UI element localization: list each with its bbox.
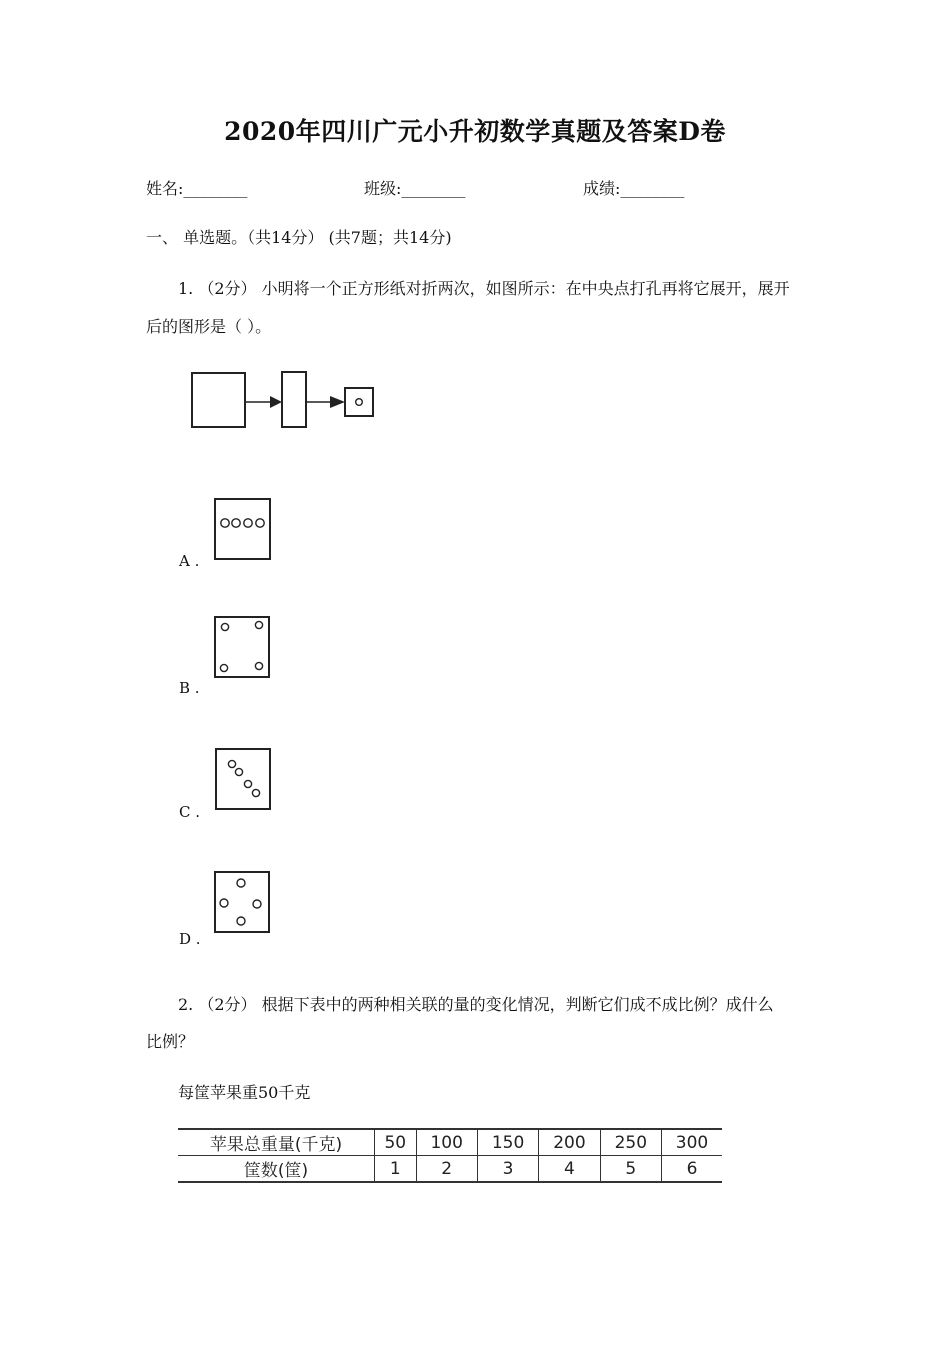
option-d-figure bbox=[211, 870, 275, 934]
table-row bbox=[178, 1129, 722, 1156]
option-b-label[interactable]: B . bbox=[179, 679, 200, 697]
row-header: 筐数(筐) bbox=[178, 1156, 375, 1183]
quarter-folded-square bbox=[345, 388, 373, 416]
table-cell: 6 bbox=[662, 1156, 722, 1183]
table-cell: 250 bbox=[600, 1129, 661, 1156]
folding-diagram bbox=[190, 370, 390, 440]
option-a-figure bbox=[213, 497, 273, 561]
row-header: 苹果总重量(千克) bbox=[178, 1129, 375, 1156]
apple-data-table bbox=[178, 1128, 722, 1183]
table-row bbox=[178, 1156, 722, 1183]
question-2-line-1: 2. （2分） 根据下表中的两种相关联的量的变化情况，判断它们成不成比例？成什么 bbox=[178, 995, 774, 1014]
table-caption: 每筐苹果重50千克 bbox=[178, 1083, 311, 1102]
arrow-head-2 bbox=[330, 396, 345, 408]
half-folded-rect bbox=[282, 372, 306, 427]
table-cell: 150 bbox=[477, 1129, 538, 1156]
table-cell: 300 bbox=[662, 1129, 722, 1156]
full-square bbox=[192, 373, 245, 427]
question-1-line-2: 后的图形是（ ）。 bbox=[146, 317, 272, 336]
table-cell: 50 bbox=[375, 1129, 417, 1156]
option-c-label[interactable]: C . bbox=[179, 803, 201, 821]
table-cell: 1 bbox=[375, 1156, 417, 1183]
score-field: 成绩:________ bbox=[583, 179, 685, 198]
punched-hole bbox=[356, 399, 363, 406]
table-cell: 100 bbox=[416, 1129, 477, 1156]
option-b-figure bbox=[213, 615, 273, 679]
question-1-line-1: 1. （2分） 小明将一个正方形纸对折两次，如图所示：在中央点打孔再将它展开，展开 bbox=[178, 279, 790, 298]
table-cell: 2 bbox=[416, 1156, 477, 1183]
page-title: 2020年四川广元小升初数学真题及答案D卷 bbox=[224, 117, 726, 146]
arrow-head-1 bbox=[270, 396, 282, 408]
class-field: 班级:________ bbox=[364, 179, 466, 198]
section-heading: 一、 单选题。（共14分） (共7题；共14分) bbox=[146, 228, 452, 247]
option-a-label[interactable]: A . bbox=[179, 552, 200, 570]
table-cell: 4 bbox=[539, 1156, 600, 1183]
table-cell: 3 bbox=[477, 1156, 538, 1183]
table-cell: 200 bbox=[539, 1129, 600, 1156]
option-d-label[interactable]: D . bbox=[179, 930, 201, 948]
question-2-line-2: 比例？ bbox=[146, 1032, 195, 1051]
option-c-figure bbox=[211, 747, 275, 811]
name-field: 姓名:________ bbox=[146, 179, 248, 198]
table-cell: 5 bbox=[600, 1156, 661, 1183]
